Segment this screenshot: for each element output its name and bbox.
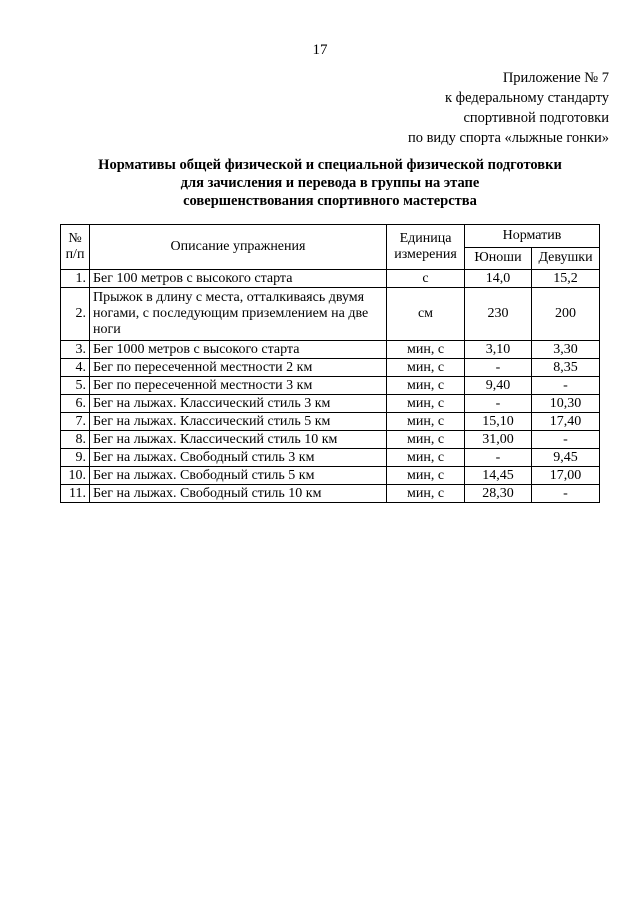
row-number: 1. xyxy=(61,270,90,288)
title-line: для зачисления и перевода в группы на этапе xyxy=(180,175,480,191)
page-number: 17 xyxy=(312,42,328,58)
row-norm-boys: 9,40 xyxy=(465,377,532,395)
row-norm-girls: 3,30 xyxy=(532,341,600,359)
table-row xyxy=(61,431,600,449)
row-description: Бег на лыжах. Классический стиль 10 км xyxy=(90,431,387,449)
row-description: Бег на лыжах. Свободный стиль 10 км xyxy=(90,485,387,503)
row-number: 3. xyxy=(61,341,90,359)
header-boys: Юноши xyxy=(465,247,532,270)
row-description: Бег 100 метров с высокого старта xyxy=(90,270,387,288)
table-row xyxy=(61,413,600,431)
row-unit: мин, с xyxy=(387,359,465,377)
table-row xyxy=(61,341,600,359)
row-description: Бег на лыжах. Классический стиль 3 км xyxy=(90,395,387,413)
row-norm-girls: 9,45 xyxy=(532,449,600,467)
table-row xyxy=(61,359,600,377)
row-description: Бег по пересеченной местности 3 км xyxy=(90,377,387,395)
appendix-line: к федеральному стандарту xyxy=(445,90,609,106)
row-description: Бег на лыжах. Классический стиль 5 км xyxy=(90,413,387,431)
row-number: 7. xyxy=(61,413,90,431)
row-norm-girls: 10,30 xyxy=(532,395,600,413)
row-number: 6. xyxy=(61,395,90,413)
table-row xyxy=(61,467,600,485)
row-description: Бег 1000 метров с высокого старта xyxy=(90,341,387,359)
table-row xyxy=(61,485,600,503)
header-unit-line2: измерения xyxy=(394,247,457,262)
row-norm-girls: - xyxy=(532,485,600,503)
row-norm-boys: 15,10 xyxy=(465,413,532,431)
row-norm-girls: 15,2 xyxy=(532,270,600,288)
header-num xyxy=(61,225,90,270)
header-girls: Девушки xyxy=(532,247,600,270)
row-unit: мин, с xyxy=(387,485,465,503)
row-description: Прыжок в длину с места, отталкиваясь двумя ногами, с последующим приземлением на две ноги xyxy=(90,288,387,341)
header-norm: Норматив xyxy=(465,225,600,248)
row-norm-girls: - xyxy=(532,377,600,395)
row-unit: см xyxy=(387,288,465,341)
row-unit: мин, с xyxy=(387,431,465,449)
appendix-line: Приложение № 7 xyxy=(502,70,609,86)
appendix-line: по виду спорта «лыжные гонки» xyxy=(407,130,609,146)
header-num-line1: № xyxy=(68,231,82,246)
row-unit: мин, с xyxy=(387,449,465,467)
row-norm-boys: 14,45 xyxy=(465,467,532,485)
row-norm-girls: 17,00 xyxy=(532,467,600,485)
row-norm-girls: 8,35 xyxy=(532,359,600,377)
row-norm-girls: 17,40 xyxy=(532,413,600,431)
row-unit: мин, с xyxy=(387,413,465,431)
row-norm-boys: - xyxy=(465,395,532,413)
row-norm-girls: - xyxy=(532,431,600,449)
norms-table-body xyxy=(61,225,600,503)
header-description: Описание упражнения xyxy=(90,225,387,270)
header-unit-line1: Единица xyxy=(399,231,452,246)
header-row xyxy=(61,225,600,248)
row-unit: мин, с xyxy=(387,467,465,485)
appendix-line: спортивной подготовки xyxy=(463,110,609,126)
row-norm-girls: 200 xyxy=(532,288,600,341)
title-line: совершенствования спортивного мастерства xyxy=(183,193,477,209)
header-num-line2: п/п xyxy=(65,247,85,262)
table-row xyxy=(61,288,600,341)
row-number: 11. xyxy=(61,485,90,503)
row-number: 2. xyxy=(61,288,90,341)
row-norm-boys: 28,30 xyxy=(465,485,532,503)
table-row xyxy=(61,270,600,288)
row-number: 8. xyxy=(61,431,90,449)
row-norm-boys: 230 xyxy=(465,288,532,341)
table-row xyxy=(61,377,600,395)
row-unit: мин, с xyxy=(387,341,465,359)
row-norm-boys: - xyxy=(465,359,532,377)
row-unit: с xyxy=(387,270,465,288)
table-row xyxy=(61,395,600,413)
row-description: Бег на лыжах. Свободный стиль 3 км xyxy=(90,449,387,467)
row-norm-boys: 3,10 xyxy=(465,341,532,359)
row-number: 10. xyxy=(61,467,90,485)
row-norm-boys: 31,00 xyxy=(465,431,532,449)
row-unit: мин, с xyxy=(387,395,465,413)
row-norm-boys: 14,0 xyxy=(465,270,532,288)
appendix-header xyxy=(408,68,609,148)
header-unit xyxy=(387,225,465,270)
title-line: Нормативы общей физической и специальной физической подготовки xyxy=(98,157,562,173)
document-title xyxy=(50,156,610,210)
row-number: 5. xyxy=(61,377,90,395)
row-norm-boys: - xyxy=(465,449,532,467)
row-number: 4. xyxy=(61,359,90,377)
row-description: Бег по пересеченной местности 2 км xyxy=(90,359,387,377)
norms-table xyxy=(60,224,600,503)
row-description: Бег на лыжах. Свободный стиль 5 км xyxy=(90,467,387,485)
table-row xyxy=(61,449,600,467)
row-unit: мин, с xyxy=(387,377,465,395)
row-number: 9. xyxy=(61,449,90,467)
